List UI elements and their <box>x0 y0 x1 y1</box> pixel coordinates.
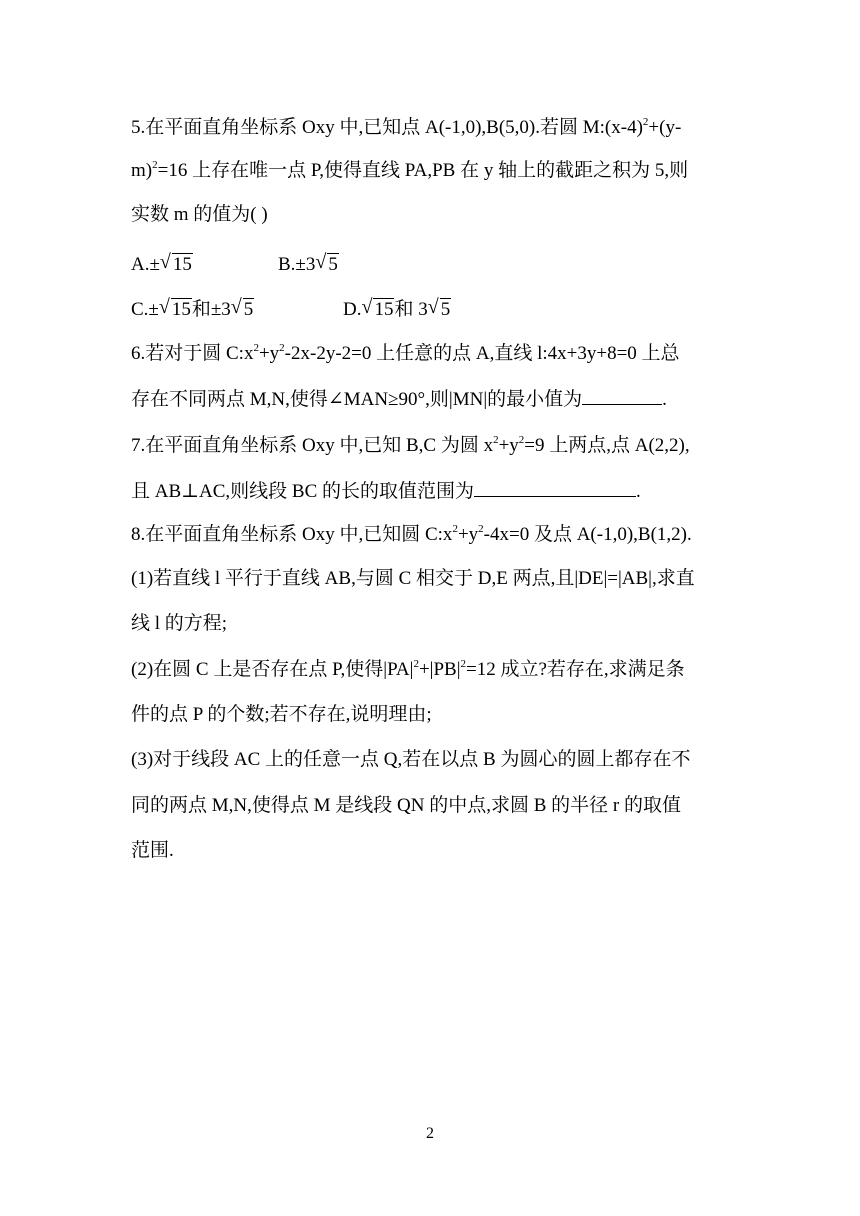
q8-text: 线 l 的方程; <box>131 613 228 634</box>
q7-text: +y <box>498 435 519 456</box>
option-label: B.±3 <box>278 254 316 275</box>
q5-text: 实数 m 的值为( ) <box>131 204 268 225</box>
superscript: 2 <box>460 658 467 670</box>
option-text: 和±3 <box>191 299 231 320</box>
sqrt-expression: √ 5 <box>315 251 338 275</box>
q5-option-b <box>278 253 339 277</box>
option-label: A.± <box>131 254 160 275</box>
q8-part2-line-2 <box>131 703 432 727</box>
q8-part3-line-2 <box>131 794 681 818</box>
q8-part2-line-1 <box>131 658 685 682</box>
q8-text: (2)在圆 C 上是否存在点 P,使得|PA| <box>131 659 414 680</box>
q8-text: 8.在平面直角坐标系 Oxy 中,已知圆 C:x <box>131 524 453 545</box>
superscript: 2 <box>152 159 158 171</box>
q8-text: (3)对于线段 AC 上的任意一点 Q,若在以点 B 为圆心的圆上都存在不 <box>131 749 691 770</box>
answer-blank[interactable] <box>582 386 662 405</box>
answer-blank[interactable] <box>474 478 636 497</box>
q5-option-d <box>343 298 451 322</box>
q6-text: 6.若对于圆 C:x <box>131 343 254 364</box>
radicand: 15 <box>374 299 394 320</box>
sqrt-expression: √ 15 <box>361 296 394 320</box>
sqrt-expression: √ 15 <box>159 251 192 275</box>
sqrt-expression: √ 5 <box>230 296 254 320</box>
q5-text: m) <box>131 160 153 181</box>
q8-part3-line-3 <box>131 839 174 863</box>
q5-line-1 <box>131 116 681 140</box>
q6-text: 存在不同两点 M,N,使得∠MAN≥90°,则|MN|的最小值为 <box>131 389 583 410</box>
option-label: C.± <box>131 299 159 320</box>
q8-text: +|PB| <box>418 659 461 680</box>
q5-line-3 <box>131 203 268 227</box>
sqrt-expression: √ 5 <box>427 296 451 320</box>
option-text: 和 3 <box>394 299 428 320</box>
radicand: 5 <box>328 254 338 275</box>
q7-text: . <box>636 481 641 502</box>
q6-text: +y <box>258 343 280 364</box>
q6-line-2 <box>131 386 667 412</box>
q8-part1-line-1 <box>131 567 695 591</box>
q8-line-1 <box>131 523 692 547</box>
q7-text: =9 上两点,点 A(2,2), <box>524 435 690 456</box>
q8-text: 同的两点 M,N,使得点 M 是线段 QN 的中点,求圆 B 的半径 r 的取值 <box>131 795 681 816</box>
q5-text: +(y- <box>648 117 682 138</box>
q8-part3-line-1 <box>131 748 690 772</box>
q6-line-1 <box>131 342 680 366</box>
q8-text: 范围. <box>131 840 174 861</box>
q7-text: 7.在平面直角坐标系 Oxy 中,已知 B,C 为圆 x <box>131 435 494 456</box>
q8-text: =12 成立?若存在,求满足条 <box>466 659 685 680</box>
q5-text: 5.在平面直角坐标系 Oxy 中,已知点 A(-1,0),B(5,0).若圆 M:(x-4) <box>131 117 643 138</box>
q8-part1-line-2 <box>131 612 227 636</box>
radicand: 5 <box>243 299 254 320</box>
radicand: 15 <box>172 254 192 275</box>
q8-text: 件的点 P 的个数;若不存在,说明理由; <box>131 704 432 725</box>
q7-text: 且 AB⊥AC,则线段 BC 的长的取值范围为 <box>131 481 475 502</box>
q5-option-c <box>131 298 254 322</box>
radicand: 5 <box>440 299 451 320</box>
superscript: 2 <box>452 523 458 535</box>
superscript: 2 <box>478 523 484 535</box>
superscript: 2 <box>413 658 419 670</box>
q8-text: (1)若直线 l 平行于直线 AB,与圆 C 相交于 D,E 两点,且|DE|=|AB|,求直 <box>131 568 695 589</box>
radicand: 15 <box>171 299 191 320</box>
superscript: 2 <box>518 434 525 446</box>
q6-text: -2x-2y-2=0 上任意的点 A,直线 l:4x+3y+8=0 上总 <box>284 343 680 364</box>
q8-text: +y <box>457 524 479 545</box>
superscript: 2 <box>642 116 649 128</box>
superscript: 2 <box>253 342 259 354</box>
q5-line-2 <box>131 159 688 183</box>
superscript: 2 <box>493 434 499 446</box>
superscript: 2 <box>279 342 285 354</box>
option-label: D. <box>343 299 362 320</box>
q5-option-a <box>131 253 193 277</box>
page-number: 2 <box>426 1125 434 1142</box>
sqrt-expression: √ 15 <box>158 296 191 320</box>
q5-text: =16 上存在唯一点 P,使得直线 PA,PB 在 y 轴上的截距之积为 5,则 <box>157 160 689 181</box>
q8-text: -4x=0 及点 A(-1,0),B(1,2). <box>483 524 692 545</box>
q6-text: . <box>662 389 667 410</box>
q7-line-2 <box>131 478 641 504</box>
q7-line-1 <box>131 434 690 458</box>
